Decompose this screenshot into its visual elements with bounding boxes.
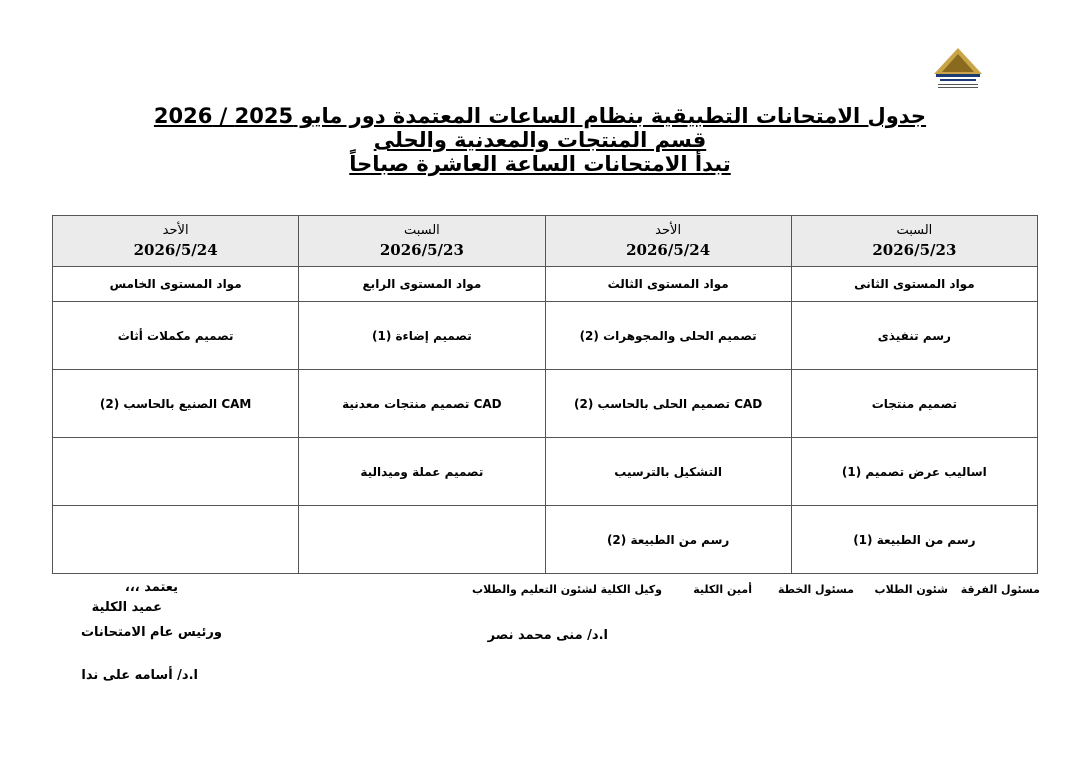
level-cell: مواد المستوى الثالث [545, 267, 791, 302]
day-name: الأحد [162, 223, 189, 238]
exam-chair-title: ورئيس عام الامتحانات [80, 625, 222, 640]
course-cell: اساليب عرض تصميم (1) [791, 438, 1037, 506]
course-cell: تصميم منتجات معدنية CAD [299, 370, 545, 438]
course-cell: رسم من الطبيعة (2) [545, 506, 791, 574]
level-cell: مواد المستوى الخامس [53, 267, 299, 302]
vice-dean-label: وكيل الكلية لشئون التعليم والطلاب [472, 583, 662, 596]
course-cell: تصميم الحلى بالحاسب (2) CAD [545, 370, 791, 438]
column-header [791, 216, 1037, 267]
course-cell: تصميم منتجات [791, 370, 1037, 438]
college-logo-icon [928, 44, 988, 94]
page-title: جدول الامتحانات التطبيقية بنظام الساعات المعتمدة دور مايو 2025 / 2026 [153, 104, 927, 128]
level-cell: مواد المستوى الرابع [299, 267, 545, 302]
level-cell: مواد المستوى الثانى [791, 267, 1037, 302]
course-row [53, 302, 1038, 370]
approval-label: يعتمد ،،، [124, 580, 178, 595]
course-row [53, 438, 1038, 506]
course-cell: الصنيع بالحاسب (2) CAM [53, 370, 299, 438]
document-header [150, 104, 930, 176]
column-header [299, 216, 545, 267]
exam-date: 2026/5/23 [379, 241, 464, 259]
level-row [53, 267, 1038, 302]
course-cell [53, 438, 299, 506]
course-cell: التشكيل بالترسيب [545, 438, 791, 506]
plan-officer-label: مسئول الخطة [778, 583, 854, 596]
course-cell: تصميم مكملات أثاث [53, 302, 299, 370]
course-cell: رسم تنفيذى [791, 302, 1037, 370]
dean-title: عميد الكلية [91, 600, 162, 615]
dean-name: ا.د/ أسامه على ندا [81, 668, 198, 683]
exam-schedule-table [52, 215, 1038, 574]
exam-date: 2026/5/23 [872, 241, 957, 259]
course-cell [299, 506, 545, 574]
college-secretary-label: أمين الكلية [693, 583, 752, 596]
course-row [53, 506, 1038, 574]
column-header [545, 216, 791, 267]
course-cell: تصميم الحلى والمجوهرات (2) [545, 302, 791, 370]
start-time-note: تبدأ الامتحانات الساعة العاشرة صباحاً [349, 152, 731, 176]
day-name: السبت [403, 223, 440, 238]
department-title: قسم المنتجات والمعدنية والحلى [373, 128, 707, 152]
day-name: السبت [896, 223, 933, 238]
vice-dean-name: ا.د/ منى محمد نصر [487, 628, 608, 643]
day-name: الأحد [655, 223, 682, 238]
course-cell: تصميم إضاءة (1) [299, 302, 545, 370]
class-officer-label: مسئول الفرقة [960, 583, 1040, 596]
course-cell: تصميم عملة وميدالية [299, 438, 545, 506]
table-header-row [53, 216, 1038, 267]
exam-date: 2026/5/24 [133, 241, 218, 259]
student-affairs-label: شئون الطلاب [874, 583, 948, 596]
column-header [53, 216, 299, 267]
course-cell [53, 506, 299, 574]
exam-date: 2026/5/24 [626, 241, 711, 259]
course-cell: رسم من الطبيعة (1) [791, 506, 1037, 574]
course-row [53, 370, 1038, 438]
